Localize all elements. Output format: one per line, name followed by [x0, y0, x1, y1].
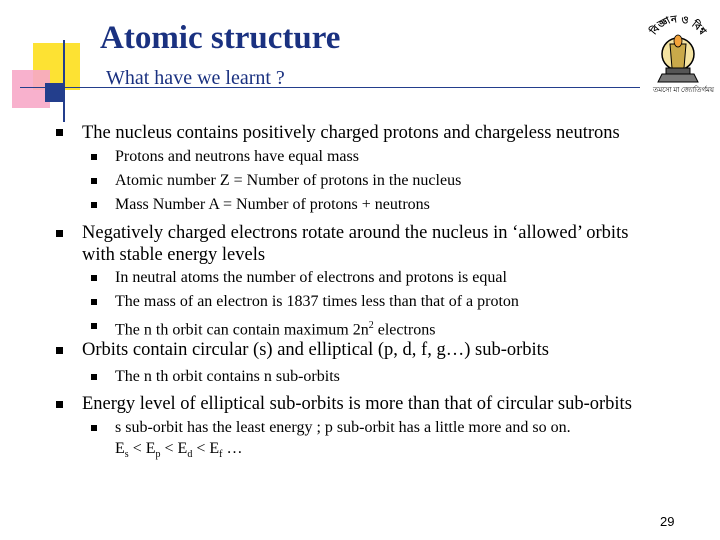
point-4-text: Energy level of elliptical sub-orbits is more than that of circular sub-orbits: [82, 394, 632, 414]
bullet-square-icon: [91, 154, 97, 160]
point-2-text-line2: with stable energy levels: [82, 245, 266, 265]
bullet-square-icon: [91, 323, 97, 329]
bullet-square-icon: [56, 129, 63, 136]
point-1-text: The nucleus contains positively charged protons and chargeless neutrons: [82, 123, 620, 143]
bullet-square-icon: [56, 230, 63, 237]
svg-text:বিজ্ঞান ও বিশ্ব: [646, 14, 708, 38]
point-2-sub-2: The mass of an electron is 1837 times less than that of a proton: [115, 293, 519, 310]
point-3-text: Orbits contain circular (s) and elliptical (p, d, f, g…) sub-orbits: [82, 340, 549, 360]
bullet-square-icon: [56, 347, 63, 354]
point-1-sub-1: Protons and neutrons have equal mass: [115, 148, 359, 165]
bullet-square-icon: [91, 275, 97, 281]
bullet-square-icon: [91, 425, 97, 431]
logo-motto: তমসো মা জ্যোতির্গময়: [653, 86, 715, 94]
point-1-sub-2: Atomic number Z = Number of protons in the nucleus: [115, 172, 462, 189]
logo-top-text: বিজ্ঞান ও বিশ্ব: [648, 14, 708, 38]
point-3-sub-1: The n th orbit contains n sub-orbits: [115, 368, 340, 385]
point-4-sub-1-line2: $E_s < E_p < E_d < E_f$ …: [115, 440, 243, 461]
decor-blue-square: [45, 83, 63, 102]
point-4-sub-1-line1: s sub-orbit has the least energy ; p sub-orbit has a little more and so on.: [115, 419, 571, 436]
bullet-square-icon: [91, 202, 97, 208]
point-2-sub-3: The n th orbit can contain maximum $2n^2$ electrons: [115, 320, 436, 339]
bullet-square-icon: [91, 299, 97, 305]
page-number: 29: [660, 514, 675, 529]
point-1-sub-3: Mass Number A = Number of protons + neutrons: [115, 196, 430, 213]
point-2-text-line1: Negatively charged electrons rotate around the nucleus in ‘allowed’ orbits: [82, 223, 629, 243]
bullet-square-icon: [91, 374, 97, 380]
bullet-square-icon: [56, 401, 63, 408]
slide-title: Atomic structure: [100, 20, 341, 56]
bullet-square-icon: [91, 178, 97, 184]
point-2-sub-1: In neutral atoms the number of electrons and protons is equal: [115, 269, 507, 286]
slide-subtitle: What have we learnt ?: [106, 67, 285, 89]
decor-vertical-line: [63, 40, 65, 122]
